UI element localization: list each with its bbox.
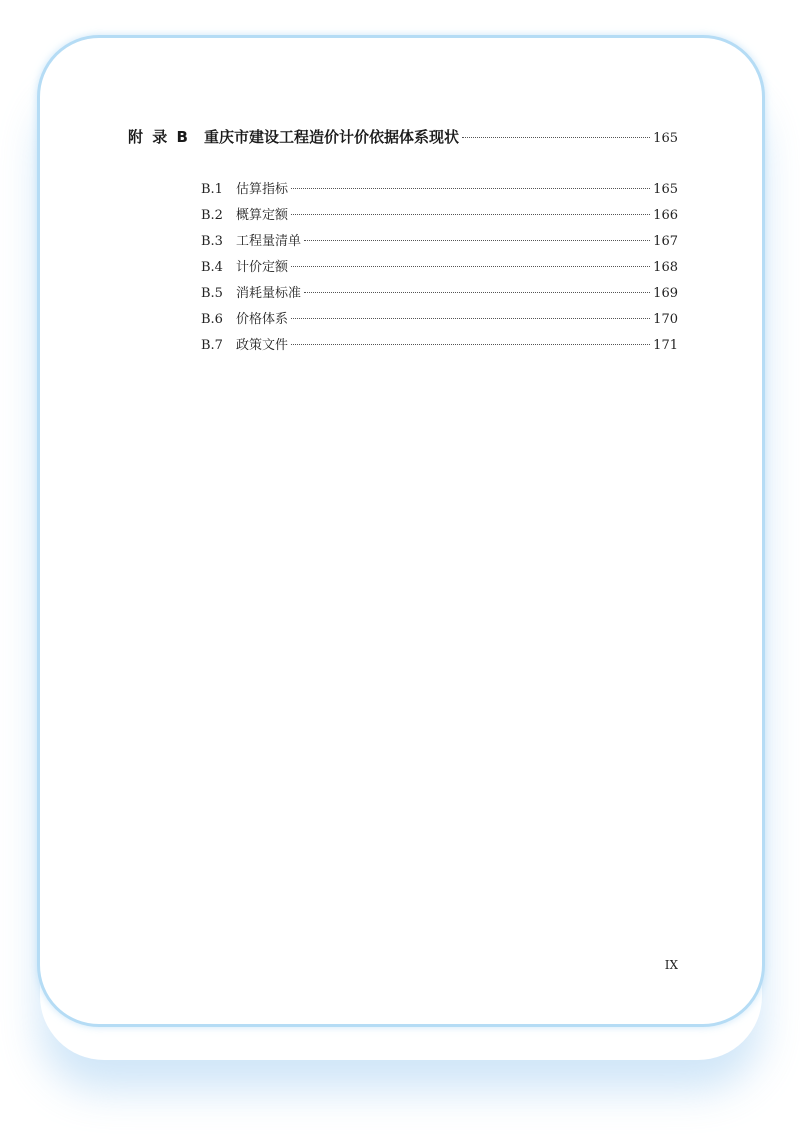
dot-leader (291, 188, 650, 189)
appendix-label: 附 录 B (128, 128, 190, 146)
section-number: B.3 (201, 234, 223, 249)
toc-entry[interactable] (201, 204, 678, 230)
section-page-number: 171 (653, 338, 678, 353)
section-title: 政策文件 (236, 338, 289, 353)
toc-entry[interactable] (201, 334, 678, 360)
toc-entry[interactable] (201, 308, 678, 334)
section-number: B.1 (201, 182, 223, 197)
dot-leader (304, 292, 650, 293)
section-page-number: 166 (653, 208, 678, 223)
section-number: B.5 (201, 286, 223, 301)
dot-leader (462, 137, 650, 138)
toc-section-list (201, 178, 678, 360)
section-title: 价格体系 (236, 312, 289, 327)
section-title: 消耗量标准 (236, 286, 302, 301)
section-page-number: 165 (653, 182, 678, 197)
appendix-page-number: 165 (653, 131, 678, 146)
section-number: B.7 (201, 338, 223, 353)
dot-leader (291, 318, 650, 319)
toc-entry[interactable] (201, 178, 678, 204)
toc-entry[interactable] (201, 230, 678, 256)
section-page-number: 169 (653, 286, 678, 301)
dot-leader (291, 344, 650, 345)
toc-entry-appendix-b[interactable] (128, 126, 678, 150)
section-title: 估算指标 (236, 182, 289, 197)
dot-leader (304, 240, 650, 241)
section-number: B.6 (201, 312, 223, 327)
section-page-number: 167 (653, 234, 678, 249)
section-number: B.4 (201, 260, 223, 275)
toc-entry[interactable] (201, 256, 678, 282)
dot-leader (291, 266, 650, 267)
toc-entry[interactable] (201, 282, 678, 308)
section-page-number: 168 (653, 260, 678, 275)
section-number: B.2 (201, 208, 223, 223)
section-title: 工程量清单 (236, 234, 302, 249)
footer-page-number: IX (664, 958, 678, 972)
section-title: 计价定额 (236, 260, 289, 275)
dot-leader (291, 214, 650, 215)
appendix-title: 重庆市建设工程造价计价依据体系现状 (204, 128, 460, 146)
section-title: 概算定额 (236, 208, 289, 223)
section-page-number: 170 (653, 312, 678, 327)
